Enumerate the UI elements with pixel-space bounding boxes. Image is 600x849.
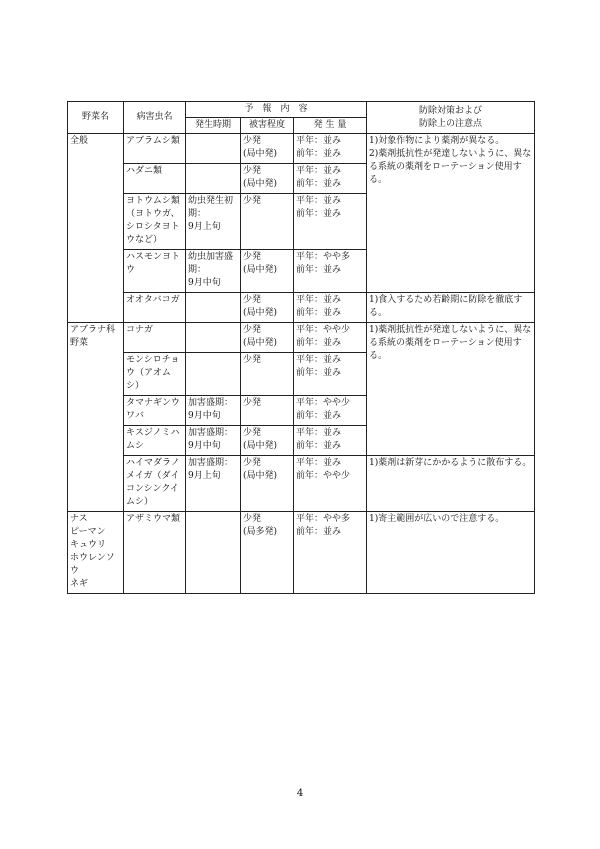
damage-cell-line: (局中発) [243, 338, 278, 348]
measure-cell-line: 1)寄主範囲が広いので注意する。 [369, 514, 505, 524]
measure-cell [367, 293, 535, 323]
crop-cell [68, 323, 124, 512]
pest-cell: タマナギンウワバ [124, 396, 186, 426]
crop-cell-line: 全般 [70, 136, 89, 146]
period-cell [186, 250, 241, 293]
amount-cell-line: 前年：やや少 [296, 471, 351, 481]
measure-cell-line: 1)薬剤抵抗性が発達しないように、異なる系統の薬剤をローテーション使用する。 [369, 325, 532, 361]
amount-cell-line: 平年：やや少 [296, 398, 351, 408]
amount-cell-line: 平年：並み [296, 295, 342, 305]
table-row [68, 293, 535, 323]
crop-cell-line: ピーマン [70, 527, 106, 537]
table-row [68, 134, 535, 164]
pest-cell: モンシロチョウ（アオムシ） [124, 353, 186, 396]
pest-forecast-table [67, 101, 535, 594]
measure-cell [367, 512, 535, 594]
crop-cell [68, 512, 124, 594]
amount-cell-line: 前年：並み [296, 368, 342, 378]
damage-cell [241, 250, 294, 293]
damage-cell-line: (局中発) [243, 471, 278, 481]
crop-cell-line: アブラナ科野菜 [70, 325, 116, 348]
pest-cell: ヨトウムシ類（ヨトウガ、シロシタヨトウなど） [124, 194, 186, 250]
header-measures-line2: 防除上の注意点 [418, 118, 482, 129]
amount-cell-line: 前年：並み [296, 338, 342, 348]
damage-cell-line: 少発 [243, 136, 262, 146]
period-cell-line: 加害盛期： [188, 428, 234, 438]
header-period: 発生時期 [186, 118, 241, 134]
damage-cell-line: 少発 [243, 398, 262, 408]
amount-cell-line: 前年：並み [296, 441, 342, 451]
pest-cell: ハスモンヨトウ [124, 250, 186, 293]
pest-cell: オオタバコガ [124, 293, 186, 323]
period-cell-line: 9月中旬 [188, 278, 221, 288]
amount-cell [294, 426, 367, 456]
amount-cell [294, 323, 367, 353]
period-cell [186, 426, 241, 456]
amount-cell [294, 194, 367, 250]
header-amount: 発 生 量 [294, 118, 367, 134]
header-pest: 病害虫名 [124, 102, 186, 134]
header-forecast: 予 報 内 容 [186, 102, 367, 118]
damage-cell [241, 164, 294, 194]
amount-cell-line: 前年：並み [296, 209, 342, 219]
amount-cell-line: 平年：並み [296, 196, 342, 206]
amount-cell-line: 前年：並み [296, 179, 342, 189]
damage-cell-line: 少発 [243, 514, 262, 524]
period-cell-line: 加害盛期： [188, 398, 234, 408]
crop-cell [68, 134, 124, 323]
damage-cell-line: (局中発) [243, 265, 278, 275]
damage-cell [241, 512, 294, 594]
damage-cell-line: 少発 [243, 355, 262, 365]
table-body [68, 134, 535, 594]
amount-cell-line: 平年：並み [296, 166, 342, 176]
amount-cell-line: 平年：やや少 [296, 325, 351, 335]
period-cell-line: 9月上旬 [188, 222, 221, 232]
damage-cell [241, 194, 294, 250]
damage-cell [241, 293, 294, 323]
crop-cell-line: ネギ [70, 579, 89, 589]
damage-cell-line: 少発 [243, 325, 262, 335]
period-cell-line: 9月中旬 [188, 441, 221, 451]
amount-cell [294, 456, 367, 512]
header-measures [367, 102, 535, 134]
damage-cell-line: (局中発) [243, 149, 278, 159]
header-row [68, 102, 535, 118]
pest-cell: キスジノミハムシ [124, 426, 186, 456]
period-cell [186, 194, 241, 250]
amount-cell-line: 前年：並み [296, 411, 342, 421]
period-cell-line: 加害盛期： [188, 458, 234, 468]
damage-cell [241, 456, 294, 512]
amount-cell-line: 前年：並み [296, 308, 342, 318]
page-number: 4 [296, 788, 304, 799]
amount-cell-line: 平年：並み [296, 428, 342, 438]
pest-cell: アブラムシ類 [124, 134, 186, 164]
amount-cell-line: 平年：やや多 [296, 514, 351, 524]
damage-cell [241, 134, 294, 164]
pest-cell: ハダニ類 [124, 164, 186, 194]
measure-cell-line: 2)薬剤抵抗性が発達しないように、異なる系統の薬剤をローテーション使用する。 [369, 149, 532, 185]
header-damage: 被害程度 [241, 118, 294, 134]
period-cell [186, 353, 241, 396]
period-cell [186, 323, 241, 353]
period-cell-line: 9月上旬 [188, 471, 221, 481]
period-cell [186, 134, 241, 164]
damage-cell [241, 396, 294, 426]
amount-cell-line: 平年：やや多 [296, 252, 351, 262]
damage-cell [241, 353, 294, 396]
amount-cell-line: 前年：並み [296, 149, 342, 159]
amount-cell-line: 平年：並み [296, 458, 342, 468]
measure-cell-line: 1)薬剤は新芽にかかるように散布する。 [369, 458, 532, 468]
amount-cell-line: 平年：並み [296, 136, 342, 146]
pest-cell: ハイマダラノメイガ（ダイコンシンクイムシ） [124, 456, 186, 512]
damage-cell-line: 少発 [243, 458, 262, 468]
pest-cell: アザミウマ類 [124, 512, 186, 594]
damage-cell [241, 323, 294, 353]
header-measures-line1: 防除対策および [418, 105, 482, 116]
period-cell [186, 456, 241, 512]
table-row [68, 456, 535, 512]
crop-cell-line: キュウリ [70, 540, 107, 550]
damage-cell-line: (局多発) [243, 527, 278, 537]
measure-cell [367, 456, 535, 512]
period-cell-line: 9月中旬 [188, 411, 221, 421]
damage-cell-line: 少発 [243, 196, 262, 206]
damage-cell-line: 少発 [243, 166, 262, 176]
period-cell [186, 164, 241, 194]
crop-cell-line: ナス [70, 514, 88, 524]
damage-cell-line: 少発 [243, 295, 262, 305]
period-cell [186, 293, 241, 323]
table-row [68, 323, 535, 353]
period-cell-line: 幼虫発生初期： [188, 196, 234, 219]
amount-cell [294, 512, 367, 594]
amount-cell [294, 396, 367, 426]
measure-cell-line: 1)食入するため若齢期に防除を徹底する。 [369, 295, 523, 318]
measure-cell [367, 323, 535, 456]
damage-cell-line: 少発 [243, 252, 262, 262]
amount-cell-line: 平年：並み [296, 355, 342, 365]
period-cell [186, 396, 241, 426]
damage-cell-line: 少発 [243, 428, 262, 438]
crop-cell-line: ホウレンソウ [70, 553, 115, 576]
amount-cell [294, 293, 367, 323]
amount-cell [294, 164, 367, 194]
measure-cell-line: 1)対象作物により薬剤が異なる。 [369, 136, 505, 146]
pest-cell: コナガ [124, 323, 186, 353]
damage-cell-line: (局中発) [243, 308, 278, 318]
amount-cell [294, 353, 367, 396]
amount-cell-line: 前年：並み [296, 265, 342, 275]
period-cell-line: 幼虫加害盛期： [188, 252, 234, 275]
amount-cell-line: 前年：並み [296, 527, 342, 537]
table-row [68, 512, 535, 594]
amount-cell [294, 134, 367, 164]
period-cell [186, 512, 241, 594]
measure-cell [367, 134, 535, 293]
damage-cell-line: (局中発) [243, 441, 278, 451]
amount-cell [294, 250, 367, 293]
damage-cell [241, 426, 294, 456]
header-crop: 野菜名 [68, 102, 124, 134]
damage-cell-line: (局中発) [243, 179, 278, 189]
